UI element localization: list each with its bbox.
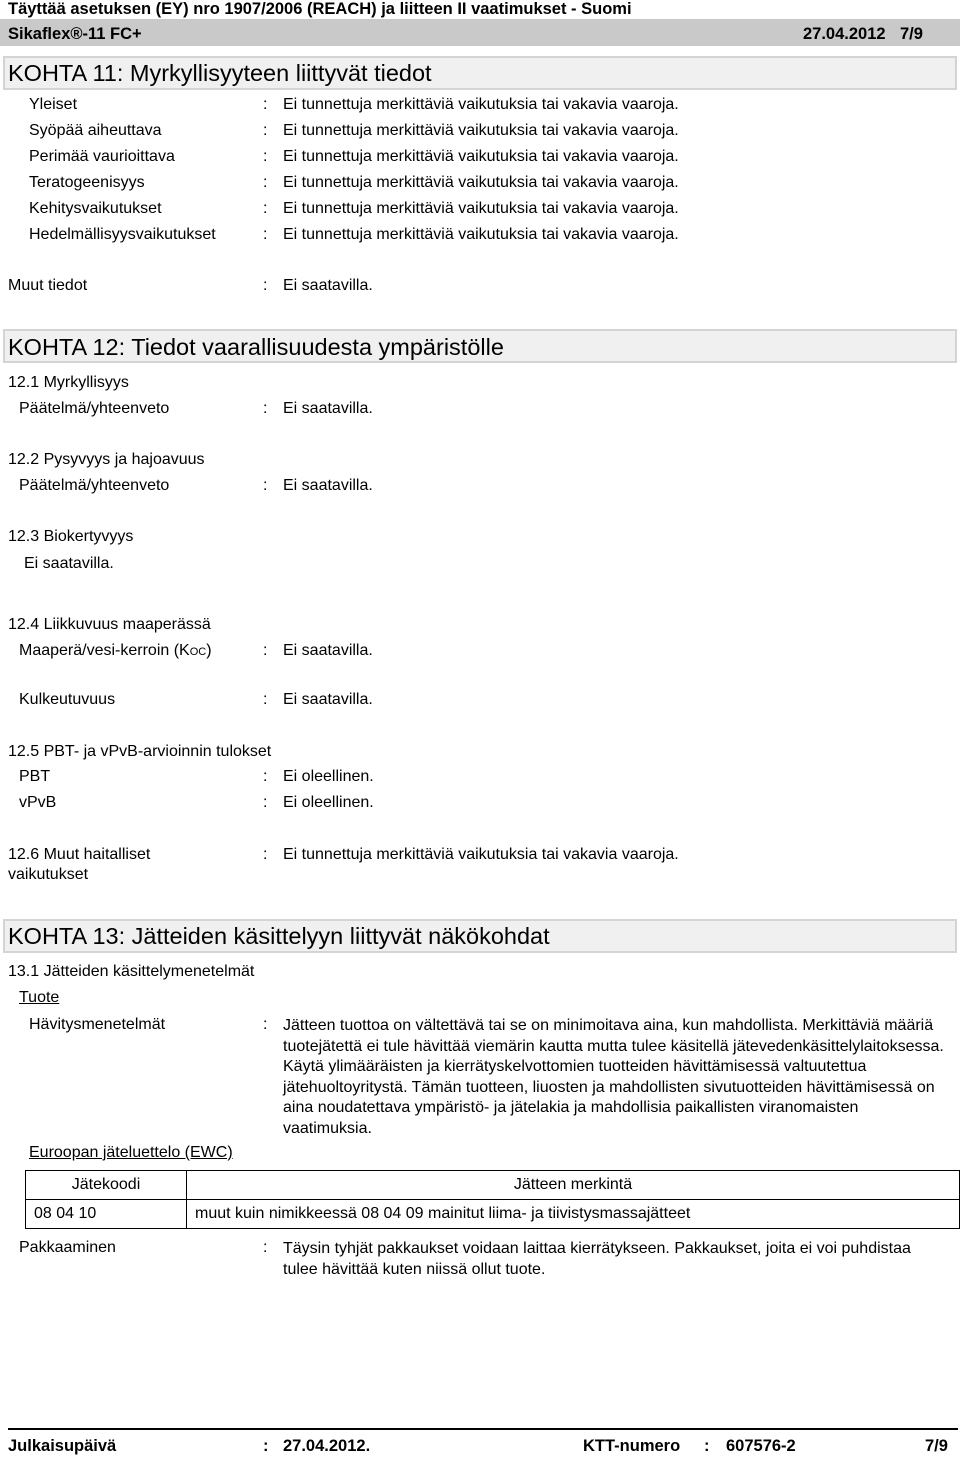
- section-13-title: KOHTA 13: Jätteiden käsittelyyn liittyvät näkökohdat: [8, 923, 550, 949]
- conclusion-label: Päätelmä/yhteenveto: [19, 477, 170, 494]
- waste-code-cell: 08 04 10: [26, 1200, 187, 1229]
- colon: :: [263, 1016, 268, 1033]
- subsection-12-4-title: 12.4 Liikkuvuus maaperässä: [8, 616, 211, 633]
- packaging-label: Pakkaaminen: [19, 1239, 116, 1256]
- row-label: Syöpää aiheuttava: [29, 122, 162, 139]
- colon: :: [704, 1437, 710, 1455]
- footer-ktt-label: KTT-numero: [583, 1437, 681, 1455]
- colon: :: [263, 1437, 269, 1455]
- colon: :: [263, 1239, 268, 1256]
- colon: :: [263, 400, 268, 417]
- other-effects-value: Ei tunnettuja merkittäviä vaikutuksia tai vakavia vaaroja.: [283, 846, 679, 863]
- pbt-label: PBT: [19, 768, 51, 785]
- footer-publish-label: Julkaisupäivä: [8, 1437, 117, 1455]
- disposal-value: Jätteen tuottoa on vältettävä tai se on minimoitava aina, kun mahdollista. Merkittäviä määriä tuotejätettä ei tule hävittää viemärin kautta mutta tulee käsitellä jätevedenkäsittelylaitoksessa. Käytä ylimääräisten ja kierrätyskelvottomien tuotteiden hävittämisessä valtuutettua jätehuoltoyritystä. Tämän tuotteen, liuosten ja mahdollisten sivutuotteiden hävittämisessä on aina noudatettava ympäristö- ja jätelakia ja mahdollisia paikallisten viranomaisten vaatimuksia.: [283, 1017, 944, 1137]
- waste-description-cell: muut kuin nimikkeessä 08 04 09 mainitut liima- ja tiivistysmassajätteet: [187, 1200, 960, 1229]
- mobility-value: Ei saatavilla.: [283, 691, 373, 708]
- ewc-table: [25, 1170, 960, 1229]
- disposal-label: Hävitysmenetelmät: [29, 1016, 166, 1033]
- koc-value: Ei saatavilla.: [283, 642, 373, 659]
- table-row: [26, 1200, 960, 1229]
- vpvb-label: vPvB: [19, 794, 57, 811]
- footer-publish-date: 27.04.2012.: [283, 1437, 371, 1455]
- conclusion-value: Ei saatavilla.: [283, 477, 373, 494]
- column-header-code: Jätekoodi: [26, 1171, 187, 1200]
- row-label: Hedelmällisyysvaikutukset: [29, 226, 216, 243]
- subsection-12-6-title-line2: vaikutukset: [8, 866, 89, 883]
- colon: :: [263, 96, 268, 113]
- colon: :: [263, 642, 268, 659]
- colon: :: [263, 200, 268, 217]
- subsection-12-5-title: 12.5 PBT- ja vPvB-arvioinnin tulokset: [8, 743, 272, 760]
- row-value: Ei tunnettuja merkittäviä vaikutuksia tai vakavia vaaroja.: [283, 226, 679, 243]
- row-value: Ei tunnettuja merkittäviä vaikutuksia tai vakavia vaaroja.: [283, 96, 679, 113]
- colon: :: [263, 226, 268, 243]
- row-value: Ei tunnettuja merkittäviä vaikutuksia tai vakavia vaaroja.: [283, 148, 679, 165]
- footer-divider: [8, 1428, 958, 1430]
- row-label: Kehitysvaikutukset: [29, 200, 162, 217]
- section-12-title: KOHTA 12: Tiedot vaarallisuudesta ympäristölle: [8, 334, 504, 360]
- header-date: 27.04.2012: [803, 25, 886, 43]
- row-value: Ei tunnettuja merkittäviä vaikutuksia tai vakavia vaaroja.: [283, 122, 679, 139]
- subsection-12-1-title: 12.1 Myrkyllisyys: [8, 374, 129, 391]
- conclusion-value: Ei saatavilla.: [283, 400, 373, 417]
- other-info-label: Muut tiedot: [8, 277, 88, 294]
- koc-label: [19, 642, 212, 660]
- mobility-label: Kulkeutuvuus: [19, 691, 116, 708]
- koc-subscript: OC: [189, 646, 207, 658]
- row-value: Ei tunnettuja merkittäviä vaikutuksia tai vakavia vaaroja.: [283, 174, 679, 191]
- ewc-heading: Euroopan jäteluettelo (EWC): [29, 1144, 233, 1161]
- footer-ktt-value: 607576-2: [726, 1437, 796, 1455]
- colon: :: [263, 691, 268, 708]
- document-title: Täyttää asetuksen (EY) nro 1907/2006 (REACH) ja liitteen II vaatimukset - Suomi: [8, 0, 632, 18]
- koc-label-text: Maaperä/vesi-kerroin (K: [19, 642, 190, 659]
- bioaccumulation-value: Ei saatavilla.: [24, 555, 114, 572]
- packaging-value: Täysin tyhjät pakkaukset voidaan laittaa kierrätykseen. Pakkaukset, joita ei voi puhdistaa tulee hävittää kuten niissä ollut tuote.: [283, 1240, 911, 1278]
- row-value: Ei tunnettuja merkittäviä vaikutuksia tai vakavia vaaroja.: [283, 200, 679, 217]
- colon: :: [263, 846, 268, 863]
- colon: :: [263, 768, 268, 785]
- other-info-value: Ei saatavilla.: [283, 277, 373, 294]
- colon: :: [263, 277, 268, 294]
- column-header-description: Jätteen merkintä: [187, 1171, 960, 1200]
- table-header-row: [26, 1171, 960, 1200]
- subsection-12-3-title: 12.3 Biokertyvyys: [8, 528, 134, 545]
- pbt-value: Ei oleellinen.: [283, 768, 374, 785]
- header-page: 7/9: [900, 25, 923, 43]
- row-label: Teratogeenisyys: [29, 174, 145, 191]
- subsection-12-2-title: 12.2 Pysyvyys ja hajoavuus: [8, 451, 205, 468]
- subsection-13-1-title: 13.1 Jätteiden käsittelymenetelmät: [8, 963, 255, 980]
- section-11-title: KOHTA 11: Myrkyllisyyteen liittyvät tiedot: [8, 60, 432, 86]
- vpvb-value: Ei oleellinen.: [283, 794, 374, 811]
- colon: :: [263, 122, 268, 139]
- product-name: Sikaflex®-11 FC+: [8, 25, 142, 43]
- row-label: Yleiset: [29, 96, 78, 113]
- product-heading: Tuote: [19, 989, 60, 1006]
- colon: :: [263, 174, 268, 191]
- conclusion-label: Päätelmä/yhteenveto: [19, 400, 170, 417]
- colon: :: [263, 148, 268, 165]
- koc-close: ): [206, 642, 212, 659]
- row-label: Perimää vaurioittava: [29, 148, 175, 165]
- footer-page: 7/9: [925, 1437, 948, 1455]
- colon: :: [263, 794, 268, 811]
- subsection-12-6-title-line1: 12.6 Muut haitalliset: [8, 846, 151, 863]
- colon: :: [263, 477, 268, 494]
